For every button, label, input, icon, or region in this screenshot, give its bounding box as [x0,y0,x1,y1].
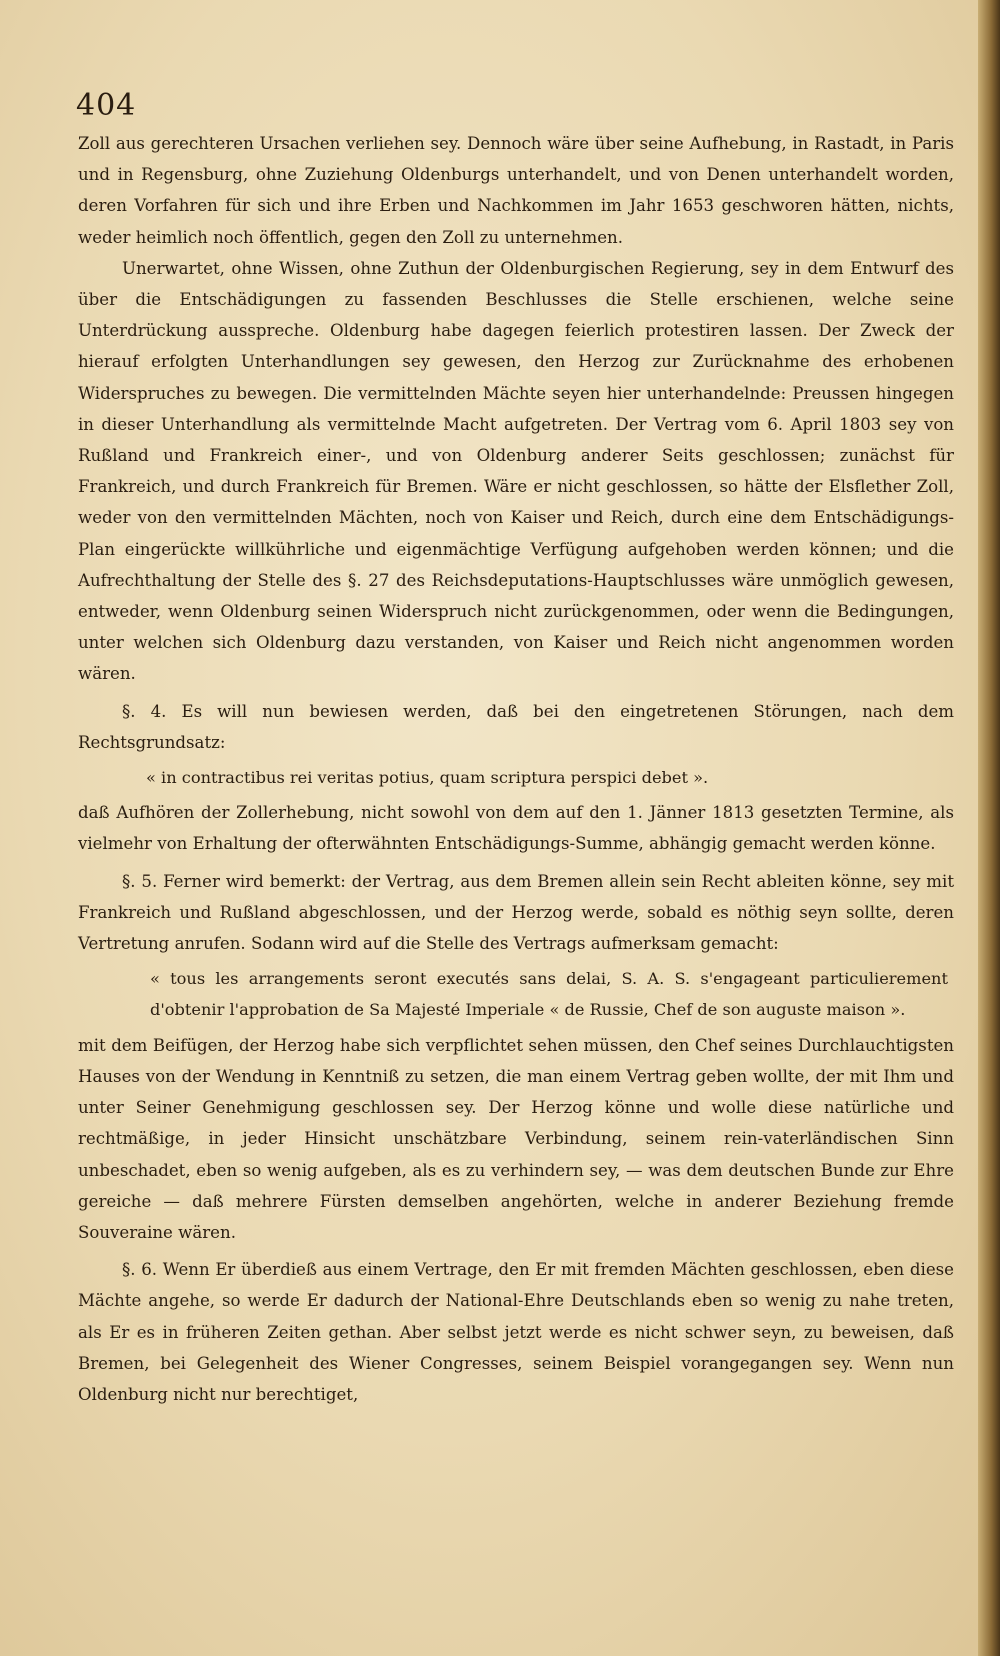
french-quote: « tous les arrangements seront executés sans delai, S. A. S. s'engageant particulierement d'obtenir l'approbation de Sa Majesté Imperiale « de Russie, Chef de son auguste maison ». [150,969,948,1020]
page-body [78,128,954,1410]
paragraph-section-5-cont: mit dem Beifügen, der Herzog habe sich verpflichtet sehen müssen, den Chef seines Durchlauchtigsten Hauses von der Wendung in Kenntniß zu setzen, die man einem Vertrag geben wollte, der mit Ihm und unter Seiner Genehmigung geschlossen sey. Der Herzog könne und wolle diese natürliche und rechtmäßige, in jeder Hinsicht unschätzbare Verbindung, seinem rein-vaterländischen Sinn unbeschadet, eben so wenig aufgeben, als es zu verhindern sey, — was dem deutschen Bunde zur Ehre gereiche — daß mehrere Fürsten demselben angehörten, welche in anderer Beziehung fremde Souveraine wären. [78,1035,954,1242]
paragraph-section-4-cont: daß Aufhören der Zollerhebung, nicht sowohl von dem auf den 1. Jänner 1813 gesetzten Termine, als vielmehr von Erhaltung der ofterwähnten Entschädigungs-Summe, abhängig gemacht werden könne. [78,803,954,854]
page-number: 404 [76,88,137,123]
paragraph-section-4: §. 4. Es will nun bewiesen werden, daß bei den eingetretenen Störungen, nach dem Rechtsgrundsatz: [78,701,954,752]
paragraph-section-5: §. 5. Ferner wird bemerkt: der Vertrag, aus dem Bremen allein sein Recht ableiten könne, sey mit Frankreich und Rußland abgeschlossen, und der Herzog werde, sobald es nöthig seyn sollte, deren Vertretung anrufen. Sodann wird auf die Stelle des Vertrags aufmerksam gemacht: [78,871,954,954]
paragraph-continuation: Zoll aus gerechteren Ursachen verliehen sey. Dennoch wäre über seine Aufhebung, in Rastadt, in Paris und in Regensburg, ohne Zuziehung Oldenburgs unterhandelt, und von Denen unterhandelt worden, deren Vorfahren für sich und ihre Erben und Nachkommen im Jahr 1653 geschworen hätten, nichts, weder heimlich noch öffentlich, gegen den Zoll zu unternehmen. [78,134,954,247]
latin-quote: « in contractibus rei veritas potius, quam scriptura perspici debet ». [146,768,709,788]
page-edge [978,0,1000,1656]
paragraph-section-6: §. 6. Wenn Er überdieß aus einem Vertrage, den Er mit fremden Mächten geschlossen, eben diese Mächte angehe, so werde Er dadurch der National-Ehre Deutschlands eben so wenig zu nahe treten, als Er es in früheren Zeiten gethan. Aber selbst jetzt werde es nicht schwer seyn, zu beweisen, daß Bremen, bei Gelegenheit des Wiener Congresses, seinem Beispiel vorangegangen sey. Wenn nun Oldenburg nicht nur berechtiget, [78,1260,954,1404]
paragraph-unexpected: Unerwartet, ohne Wissen, ohne Zuthun der Oldenburgischen Regierung, sey in dem Entwurf des über die Entschädigungen zu fassenden Beschlusses die Stelle erschienen, welche seine Unterdrückung ausspreche. Oldenburg habe dagegen feierlich protestiren lassen. Der Zweck der hierauf erfolgten Unterhandlungen sey gewesen, den Herzog zur Zurücknahme des erhobenen Widerspruches zu bewegen. Die vermittelnden Mächte seyen hier unterhandelnde: Preussen hingegen in dieser Unterhandlung als vermittelnde Macht aufgetreten. Der Vertrag vom 6. April 1803 sey von Rußland und Frankreich einer-, und von Oldenburg anderer Seits geschlossen; zunächst für Frankreich, und durch Frankreich für Bremen. Wäre er nicht geschlossen, so hätte der Elsflether Zoll, weder von den vermittelnden Mächten, noch von Kaiser und Reich, durch eine dem Entschädigungs-Plan eingerückte willkührliche und eigenmächtige Verfügung aufgehoben werden können; und die Aufrechthaltung der Stelle des §. 27 des Reichsdeputations-Hauptschlusses wäre unmöglich gewesen, entweder, wenn Oldenburg seinen Widerspruch nicht zurückgenommen, oder wenn die Bedingungen, unter welchen sich Oldenburg dazu verstanden, von Kaiser und Reich nicht angenommen worden wären. [78,258,954,684]
